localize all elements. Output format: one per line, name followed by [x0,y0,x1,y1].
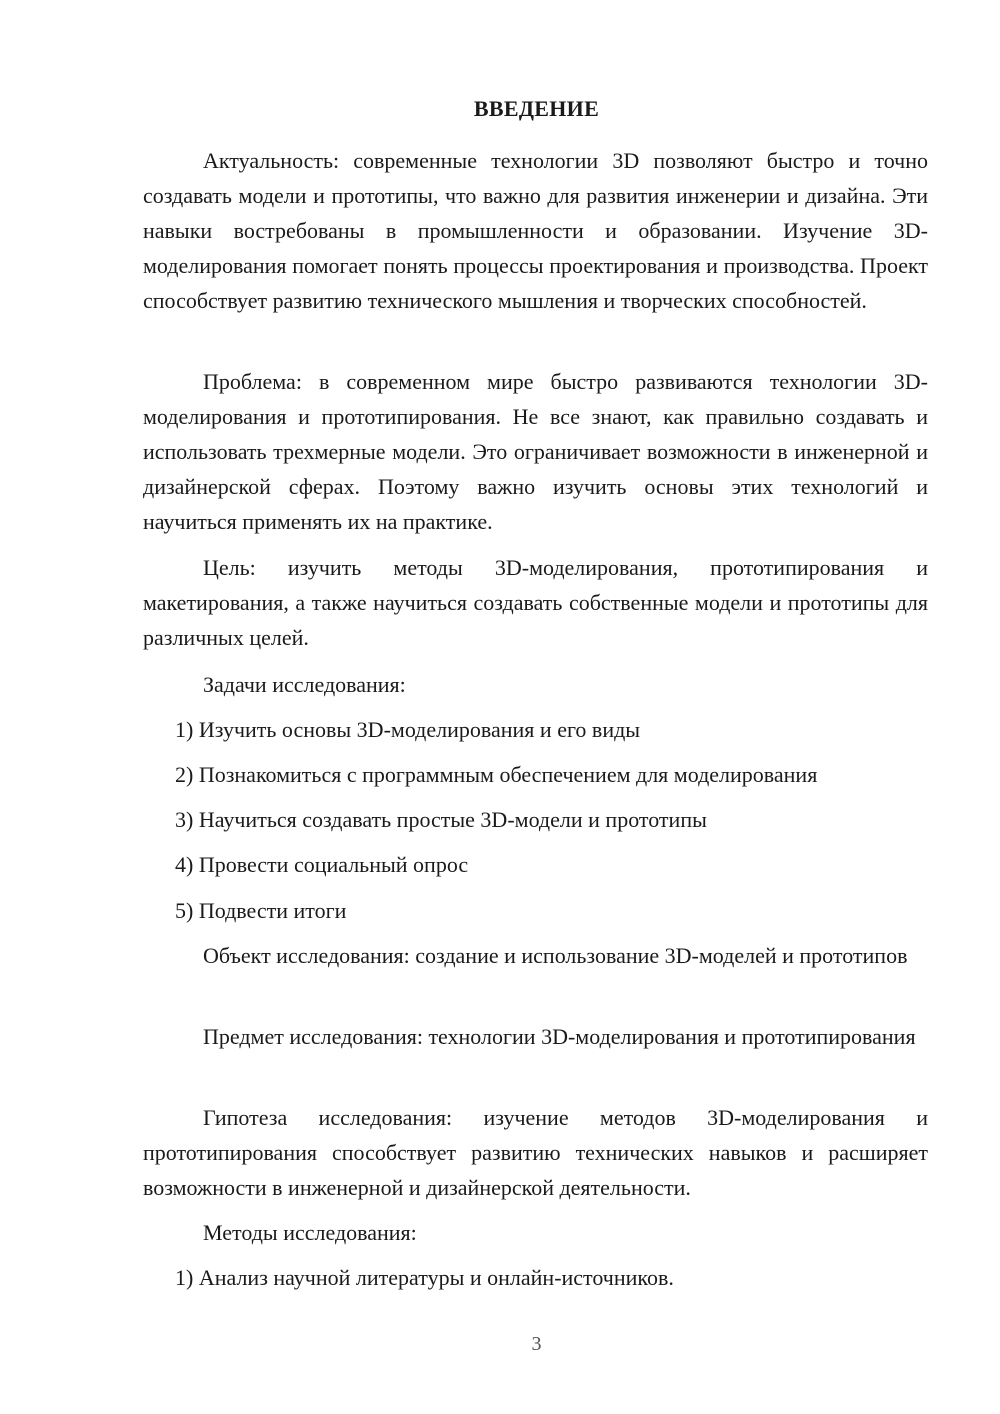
paragraph-relevance: Актуальность: современные технологии 3D позволяют быстро и точно создавать модели и прототипы, что важно для развития инженерии и дизайна. Эти навыки востребованы в промышленности и образовании. Изучение 3D-моделирования помогает понять процессы проектирования и производства. Проект способствует развитию технического мышления и творческих способностей. [143,148,928,313]
task-item-5: 5) Подвести итоги [175,898,347,923]
task-item-3: 3) Научиться создавать простые 3D-модели и прототипы [175,807,707,832]
task-item-2: 2) Познакомиться с программным обеспечением для моделирования [175,762,818,787]
section-title: ВВЕДЕНИЕ [473,96,600,121]
paragraph-goal: Цель: изучить методы 3D-моделирования, прототипирования и макетирования, а также научиться создавать собственные модели и прототипы для различных целей. [143,555,928,650]
page-number: 3 [531,1333,542,1355]
paragraph-problem: Проблема: в современном мире быстро развиваются технологии 3D-моделирования и прототипирования. Не все знают, как правильно создавать и использовать трехмерные модели. Это ограничивает возможности в инженерной и дизайнерской сферах. Поэтому важно изучить основы этих технологий и научиться применять их на практике. [143,369,928,534]
methods-heading: Методы исследования: [203,1220,417,1245]
method-item-1: 1) Анализ научной литературы и онлайн-источников. [175,1265,674,1290]
tasks-heading: Задачи исследования: [203,672,406,697]
task-item-4: 4) Провести социальный опрос [175,852,469,877]
paragraph-object: Объект исследования: создание и использование 3D-моделей и прототипов [203,943,908,968]
paragraph-hypothesis: Гипотеза исследования: изучение методов 3D-моделирования и прототипирования способствует развитию технических навыков и расширяет возможности в инженерной и дизайнерской деятельности. [143,1105,928,1200]
task-item-1: 1) Изучить основы 3D-моделирования и его виды [175,717,641,742]
paragraph-subject: Предмет исследования: технологии 3D-моделирования и прототипирования [203,1024,916,1049]
